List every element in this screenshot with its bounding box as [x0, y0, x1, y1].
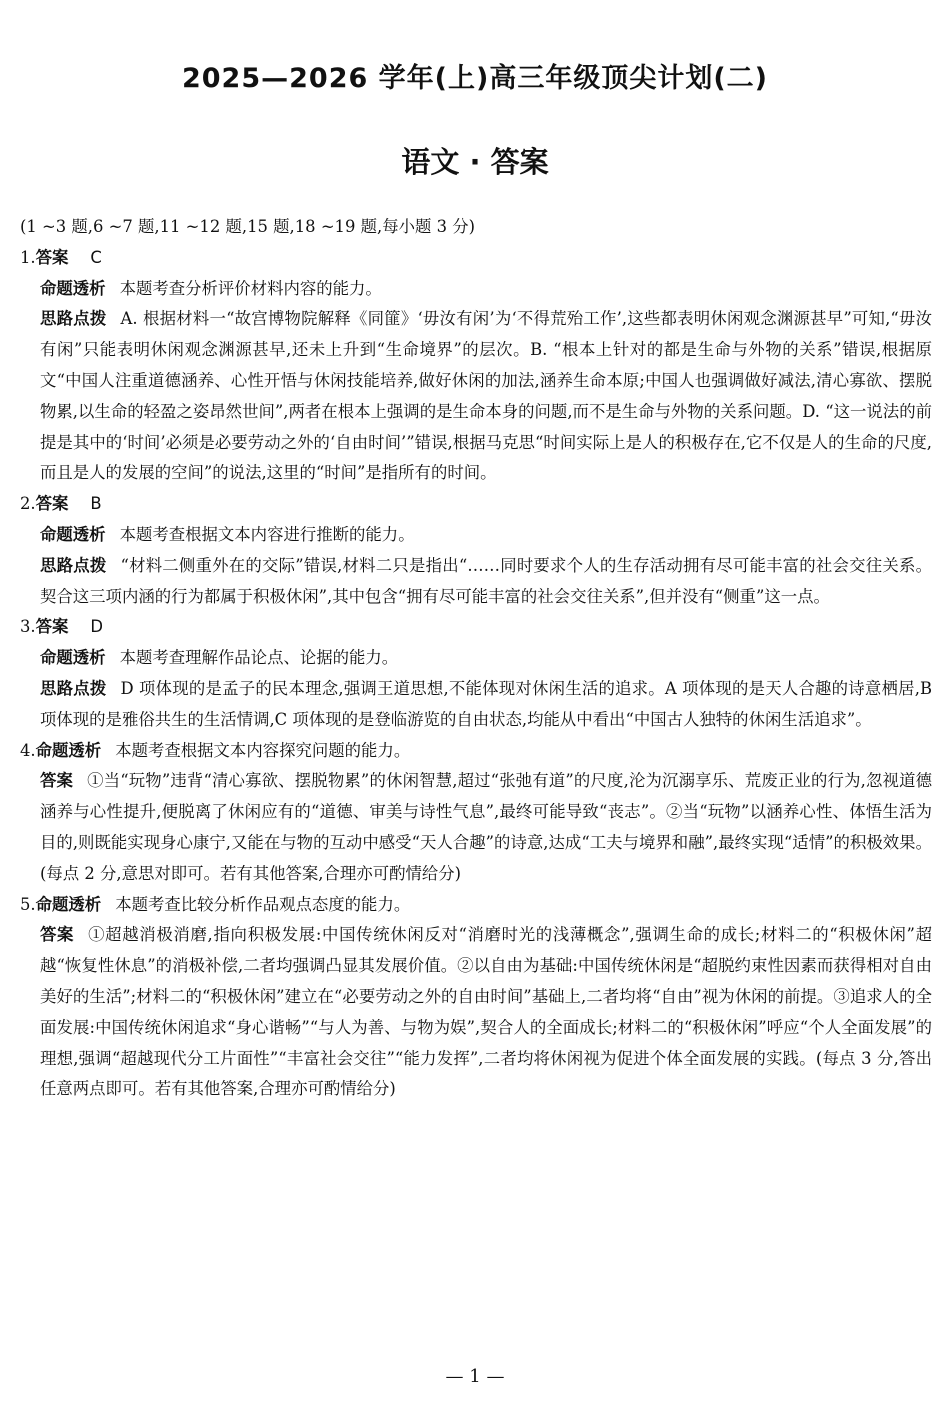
q5-answer-label: 答案	[40, 925, 75, 945]
q3-number: 3.	[20, 617, 36, 637]
q2-hint-text: “材料二侧重外在的交际”错误,材料二只是指出“……同时要求个人的生存活动拥有尽可能丰富的社会交往关系。契合这三项内涵的行为都属于积极休闲”,其中包含“拥有尽可能丰富的社会交往关系”,但并没有“侧重”这一点。	[40, 555, 932, 606]
q4-number: 4.	[20, 740, 36, 760]
q3-answer-value: D	[90, 617, 104, 637]
q1-hint-label: 思路点拨	[40, 309, 107, 329]
q5-analysis-text: 本题考查比较分析作品观点态度的能力。	[115, 894, 411, 914]
q2-hint	[20, 551, 932, 613]
q1-hint	[20, 304, 932, 489]
scoring-note: (1 ~3 题,6 ~7 题,11 ~12 题,15 题,18 ~19 题,每小题 3 分)	[20, 217, 476, 236]
q1-analysis-text: 本题考查分析评价材料内容的能力。	[119, 278, 382, 298]
q3-hint	[20, 674, 932, 736]
q2-analysis	[20, 520, 932, 551]
q4-analysis-line	[20, 736, 932, 767]
q2-answer-value: B	[90, 494, 102, 514]
q1-answer-line	[20, 243, 932, 274]
q1-hint-text: A. 根据材料一“故宫博物院解释《同篚》‘毋汝有闲’为‘不得荒殆工作’,这些都表明休闲观念渊源甚早”可知,“毋汝有闲”只能表明休闲观念渊源甚早,还未上升到“生命境界”的层次。B. “根本上针对的都是生命与外物的关系”错误,根据原文“中国人注重道德涵养、心性开悟与休闲技能培养,做好休闲的加法,涵养生命本原;中国人也强调做好减法,清心寡欲、摆脱物累,以生命的轻盈之姿昂然世间”,两者在根本上强调的是生命本身的问题,而不是生命与外物的关系问题。D. “这一说法的前提是其中的‘时间’必须是必要劳动之外的‘自由时间’”错误,根据马克思“时间实际上是人的积极存在,它不仅是人的生命的尺度,而且是人的发展的空间”的说法,这里的“时间”是指所有的时间。	[40, 309, 933, 483]
q2-number: 2.	[20, 494, 36, 514]
q1-answer-label: 答案	[35, 247, 69, 267]
q5-answer	[20, 920, 932, 1105]
q4-analysis-text: 本题考查根据文本内容探究问题的能力。	[115, 740, 411, 760]
q3-hint-text: D 项体现的是孟子的民本理念,强调王道思想,不能体现对休闲生活的追求。A 项体现的是天人合趣的诗意栖居,B 项体现的是雅俗共生的生活情调,C 项体现的是登临游览的自由状态,均能从中看出“中国古人独特的休闲生活追求”。	[40, 678, 932, 729]
q1-analysis-label: 命题透析	[40, 278, 106, 298]
q5-number: 5.	[20, 894, 36, 914]
q3-answer-line	[20, 612, 932, 643]
q1-analysis	[20, 274, 932, 305]
q2-hint-label: 思路点拨	[40, 555, 107, 575]
q3-analysis-text: 本题考查理解作品论点、论据的能力。	[119, 648, 399, 668]
q4-analysis-label: 命题透析	[35, 740, 102, 760]
q2-analysis-text: 本题考查根据文本内容进行推断的能力。	[119, 524, 415, 544]
page-title: 2025—2026 学年(上)高三年级顶尖计划(二)	[181, 63, 769, 94]
q4-answer	[20, 766, 932, 889]
q5-analysis-label: 命题透析	[35, 894, 102, 914]
q3-analysis	[20, 643, 932, 674]
answer-content	[20, 212, 932, 1105]
q2-answer-label: 答案	[35, 494, 69, 514]
subject-title: 语文 · 答案	[401, 145, 549, 179]
q2-answer-line	[20, 489, 932, 520]
q3-analysis-label: 命题透析	[40, 648, 106, 668]
q1-number: 1.	[20, 247, 36, 267]
page-number: — 1 —	[445, 1366, 505, 1387]
q3-answer-label: 答案	[35, 617, 69, 637]
q5-analysis-line	[20, 890, 932, 921]
q5-answer-text: ①超越消极消磨,指向积极发展:中国传统休闲反对“消磨时光的浅薄概念”,强调生命的成长;材料二的“积极休闲”超越“恢复性休息”的消极补偿,二者均强调凸显其发展价值。②以自由为基础:中国传统休闲是“超脱约束性因素而获得相对自由美好的生活”;材料二的“积极休闲”建立在“必要劳动之外的自由时间”基础上,二者均将“自由”视为休闲的前提。③追求人的全面发展:中国传统休闲追求“身心谐畅”“与人为善、与物为娱”,契合人的全面成长;材料二的“积极休闲”呼应“个人全面发展”的理想,强调“超越现代分工片面性”“丰富社会交往”“能力发挥”,二者均将休闲视为促进个体全面发展的实践。(每点 3 分,答出任意两点即可。若有其他答案,合理亦可酌情给分)	[40, 925, 932, 1099]
q4-answer-text: ①当“玩物”违背“清心寡欲、摆脱物累”的休闲智慧,超过“张弛有道”的尺度,沦为沉溺享乐、荒废正业的行为,忽视道德涵养与心性提升,便脱离了休闲应有的“道德、审美与诗性气息”,最终可能导致“丧志”。②当“玩物”以涵养心性、体悟生活为目的,则既能实现身心康宁,又能在与物的互动中感受“天人合趣”的诗意,达成“工夫与境界和融”,最终实现“适情”的积极效果。(每点 2 分,意思对即可。若有其他答案,合理亦可酌情给分)	[40, 771, 933, 883]
q1-answer-value: C	[90, 247, 102, 267]
q3-hint-label: 思路点拨	[40, 678, 107, 698]
q2-analysis-label: 命题透析	[40, 524, 106, 544]
q4-answer-label: 答案	[40, 771, 74, 791]
